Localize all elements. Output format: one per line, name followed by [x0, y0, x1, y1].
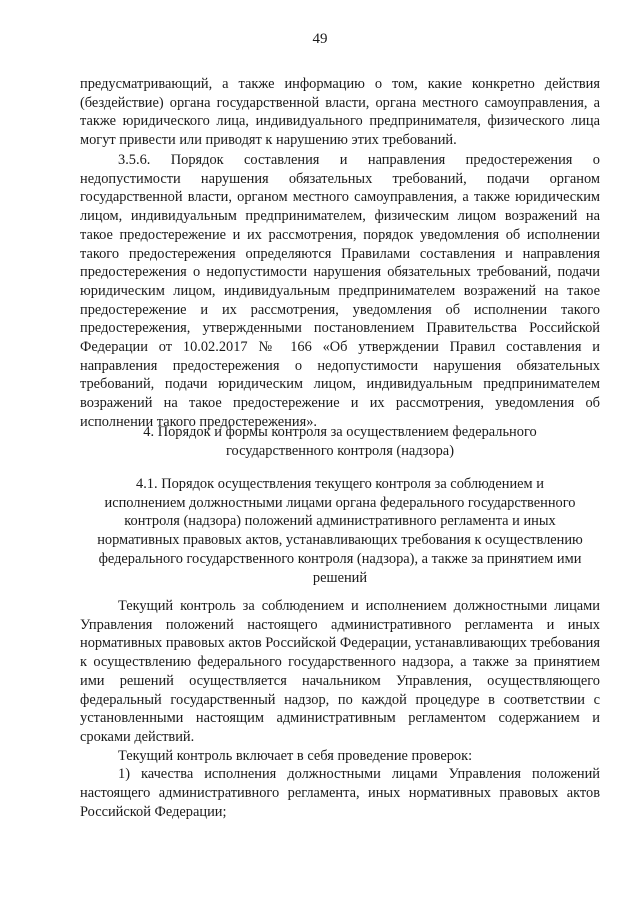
subsection-4-1-heading: 4.1. Порядок осуществления текущего контроля за соблюдением и исполнением должностными лицами органа федерального государственного контроля (надзора) положений административного регламента и иных нормативных правовых актов, устанавливающих требования к осуществлению федерального государственного контроля (надзора), а также за принятием ими решений — [97, 476, 583, 586]
section-4-heading: 4. Порядок и формы контроля за осуществлением федерального государственного контроля (надзора) — [143, 424, 537, 459]
current-control-paragraph: Текущий контроль за соблюдением и исполнением должностными лицами Управления положений настоящего административного регламента и иных нормативных правовых актов Российской Федерации, устанавливающих требования к осуществлению федерального государственного надзора, а также за принятием ими решений осуществляется начальником Управления, осуществляющего федеральный государственный надзор, по каждой процедуре в соответствии с установленными настоящим административным регламентом содержанием и сроками действий. — [80, 598, 600, 745]
item-3-5-6-block — [80, 151, 600, 432]
item-3-5-6-paragraph: 3.5.6. Порядок составления и направления предостережения о недопустимости нарушения обязательных требований, подачи органом государственной власти, органом местного самоуправления, а также юридическим лицом, индивидуальным предпринимателем, физическим лицом возражений на такое предостережение и их рассмотрения, порядок уведомления об исполнении такого предостережения определяются Правилами составления и направления предостережения о недопустимости нарушения обязательных требований, подачи юридическим лицом, индивидуальным предпринимателем возражений на такое предостережение и их рассмотрения, уведомления об исполнении такого предостережения, утвержденными постановлением Правительства Российской Федерации от 10.02.2017 № 166 «Об утверждении Правил составления и направления предостережения о недопустимости нарушения обязательных требований, подачи юридическим лицом, индивидуальным предпринимателем возражений на такое предостережение и их рассмотрения, уведомления об исполнении такого предостережения». — [80, 152, 600, 430]
subsection-4-1-heading-block — [95, 475, 585, 587]
section-4-heading-block — [100, 423, 580, 460]
current-control-block — [80, 597, 600, 821]
control-includes-paragraph: Текущий контроль включает в себя проведение проверок: — [118, 747, 473, 764]
continuation-text-block — [80, 75, 600, 150]
control-item-1-paragraph: 1) качества исполнения должностными лицами Управления положений настоящего административного регламента, иных нормативных правовых актов Российской Федерации; — [80, 766, 600, 820]
page-number: 49 — [312, 31, 328, 47]
continuation-paragraph: предусматривающий, а также информацию о том, какие конкретно действия (бездействие) органа государственной власти, органа местного самоуправления, а также юридического лица, индивидуального предпринимателя, физического лица могут привести или приводят к нарушению этих требований. — [80, 76, 600, 149]
